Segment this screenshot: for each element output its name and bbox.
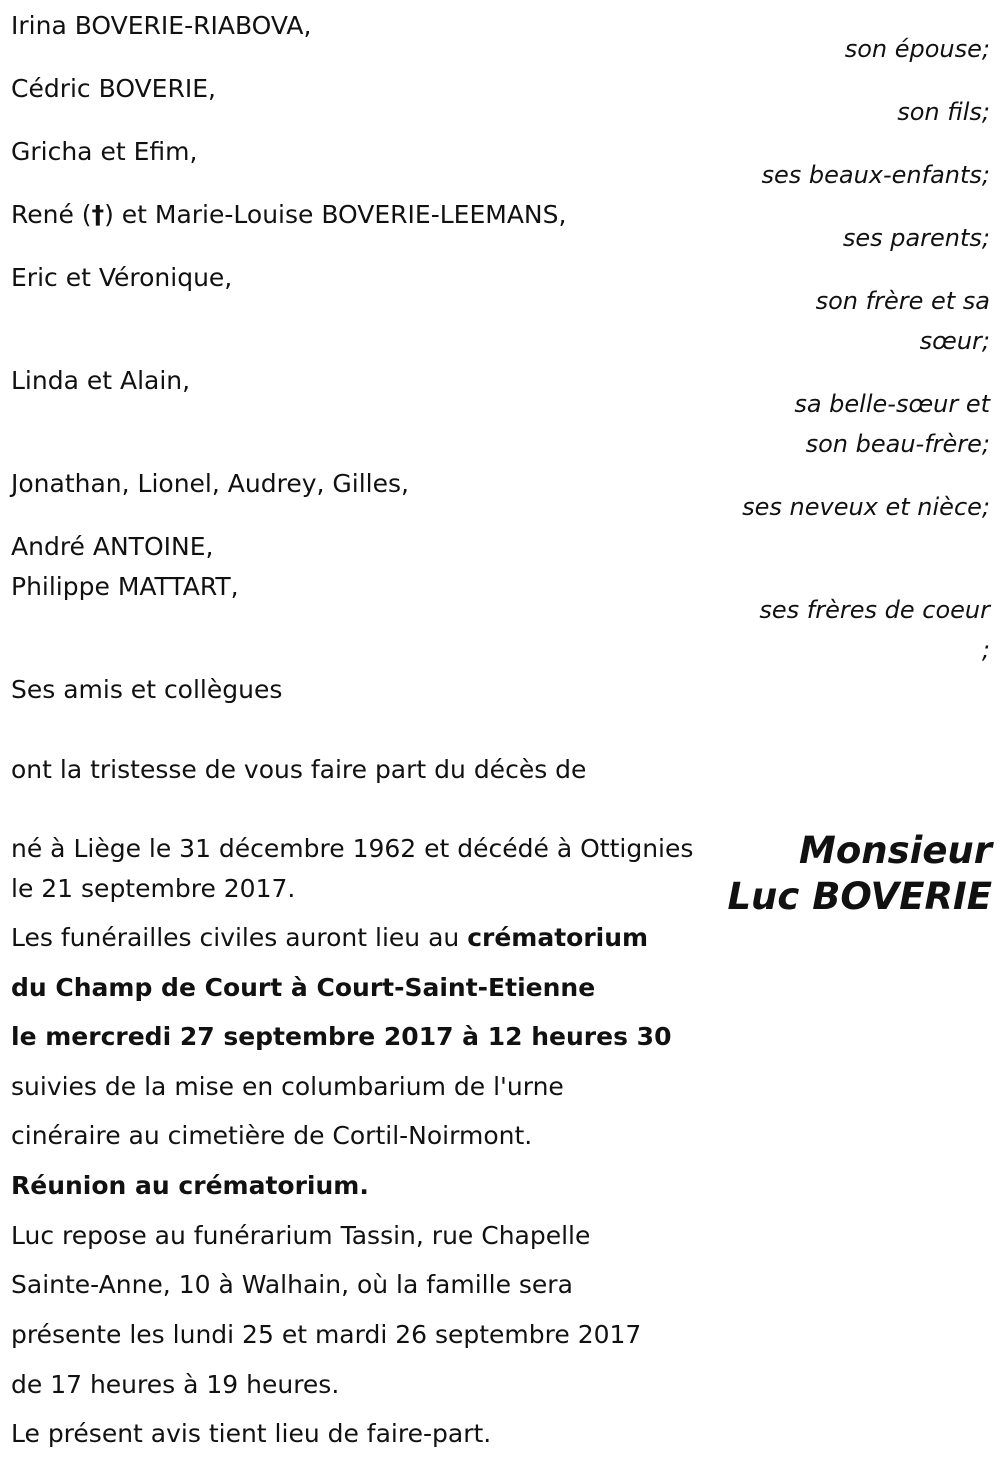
deceased-fullname: Luc BOVERIE [727,875,992,918]
relation-2: son fils; [897,98,990,126]
relation-3: ses beaux-enfants; [761,161,990,189]
closing-line: Le présent avis tient lieu de faire-part. [11,1419,492,1448]
relation-6a: sa belle-sœur et [794,390,990,418]
relation-7: ses neveux et nièce; [742,493,990,521]
family-name-6: Linda et Alain, [11,366,191,395]
family-name-8a: André ANTOINE, [11,532,214,561]
family-name-5: Eric et Véronique, [11,263,233,292]
repose-line-3: présente les lundi 25 et mardi 26 septembre 2017 [11,1320,642,1349]
funeral-datetime: le mercredi 27 septembre 2017 à 12 heures 30 [11,1022,672,1051]
cross-icon: † [91,200,105,229]
family-name-4 [11,195,566,235]
funeral-place-2: du Champ de Court à Court-Saint-Etienne [11,973,596,1002]
reunion-line: Réunion au crématorium. [11,1171,369,1200]
family-name-3: Gricha et Efim, [11,137,198,166]
name-part: René ( [11,200,92,229]
funeral-intro: Les funérailles civiles auront lieu au [11,923,468,952]
repose-line-2: Sainte-Anne, 10 à Walhain, où la famille sera [11,1270,573,1299]
announcement-line: ont la tristesse de vous faire part du décès de [11,755,587,784]
birth-line-1: né à Liège le 31 décembre 1962 et décédé à Ottignies [11,834,694,863]
family-name-2: Cédric BOVERIE, [11,74,216,103]
birth-line-2: le 21 septembre 2017. [11,874,296,903]
relation-5a: son frère et sa [815,287,990,315]
family-name-1: Irina BOVERIE-RIABOVA, [11,11,312,40]
relation-4: ses parents; [842,224,990,252]
deceased-title: Monsieur [799,829,992,872]
family-name-8b: Philippe MATTART, [11,572,239,601]
relation-6b: son beau-frère; [805,430,990,458]
relation-8b: ; [981,636,990,664]
funeral-place-1: crématorium [467,923,649,952]
repose-line-4: de 17 heures à 19 heures. [11,1370,340,1399]
repose-line-1: Luc repose au funérarium Tassin, rue Chapelle [11,1221,591,1250]
relation-5b: sœur; [919,327,990,355]
urn-line-1: suivies de la mise en columbarium de l'urne [11,1072,564,1101]
family-name-7: Jonathan, Lionel, Audrey, Gilles, [11,469,409,498]
funeral-line-1 [11,913,648,963]
name-part: ) et Marie-Louise BOVERIE-LEEMANS, [104,200,567,229]
relation-1: son épouse; [844,35,990,63]
deceased-name [727,828,992,920]
friends-line: Ses amis et collègues [11,675,283,704]
urn-line-2: cinéraire au cimetière de Cortil-Noirmont. [11,1121,533,1150]
relation-8a: ses frères de coeur [759,596,990,624]
